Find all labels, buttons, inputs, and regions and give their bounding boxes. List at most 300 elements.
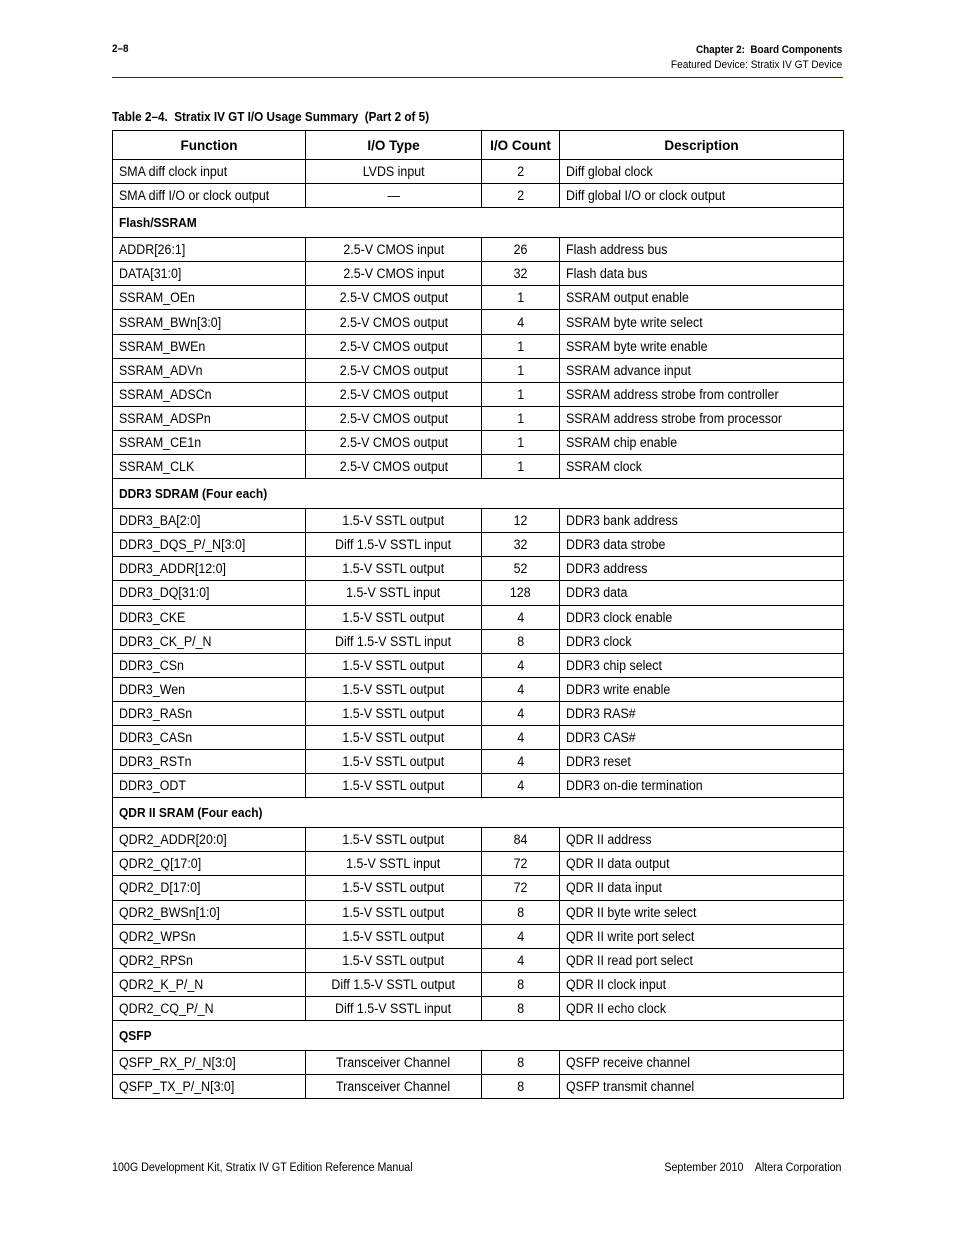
cell-io-type xyxy=(306,509,482,533)
cell-function xyxy=(113,948,306,972)
cell-description-text: SSRAM byte write select xyxy=(566,314,703,330)
cell-io-type-text: 1.5-V SSTL output xyxy=(342,609,445,625)
cell-function-text: QDR2_Q[17:0] xyxy=(119,856,202,872)
cell-function-text: SMA diff clock input xyxy=(119,164,228,180)
cell-io-type-text: 2.5-V CMOS output xyxy=(339,459,448,475)
cell-description xyxy=(560,774,844,798)
table-body xyxy=(113,160,844,1099)
cell-function-text: DDR3_CKE xyxy=(119,609,186,625)
cell-description xyxy=(560,382,844,406)
cell-description xyxy=(560,924,844,948)
cell-io-count-text: 32 xyxy=(513,537,528,553)
cell-function-text: DDR3_BA[2:0] xyxy=(119,513,201,529)
table-row xyxy=(113,653,844,677)
cell-io-type xyxy=(306,358,482,382)
cell-io-count xyxy=(482,358,560,382)
cell-io-type xyxy=(306,406,482,430)
cell-io-type-text: 1.5-V SSTL output xyxy=(342,561,445,577)
running-header xyxy=(656,43,842,73)
cell-function xyxy=(113,725,306,749)
cell-io-count xyxy=(482,310,560,334)
cell-io-type-text: 1.5-V SSTL output xyxy=(342,880,445,896)
cell-io-type-text: 1.5-V SSTL output xyxy=(342,904,445,920)
cell-io-count xyxy=(482,533,560,557)
cell-io-count-text: 26 xyxy=(513,242,528,258)
cell-io-type xyxy=(306,1051,482,1075)
section-heading-text: QSFP xyxy=(119,1028,152,1043)
cell-io-type-text: 1.5-V SSTL output xyxy=(342,681,445,697)
cell-description xyxy=(560,900,844,924)
cell-io-count-text: 4 xyxy=(517,778,524,794)
cell-description-text: QDR II data input xyxy=(566,880,662,896)
cell-io-count xyxy=(482,629,560,653)
section-heading xyxy=(113,798,844,828)
cell-function xyxy=(113,924,306,948)
cell-io-count xyxy=(482,557,560,581)
cell-io-type xyxy=(306,605,482,629)
cell-io-count xyxy=(482,1051,560,1075)
cell-function xyxy=(113,382,306,406)
cell-io-type xyxy=(306,160,482,184)
cell-io-count xyxy=(482,238,560,262)
cell-io-type xyxy=(306,677,482,701)
cell-io-type xyxy=(306,996,482,1020)
column-header-description: Description xyxy=(560,131,844,160)
cell-io-count xyxy=(482,262,560,286)
cell-io-count xyxy=(482,653,560,677)
cell-function xyxy=(113,701,306,725)
cell-function-text: DDR3_RASn xyxy=(119,705,193,721)
cell-io-count xyxy=(482,160,560,184)
table-row xyxy=(113,852,844,876)
cell-description xyxy=(560,455,844,479)
cell-function xyxy=(113,430,306,454)
cell-function xyxy=(113,828,306,852)
section-heading-text: QDR II SRAM (Four each) xyxy=(119,805,263,821)
cell-description xyxy=(560,160,844,184)
cell-function xyxy=(113,629,306,653)
cell-io-count xyxy=(482,430,560,454)
table-row xyxy=(113,430,844,454)
cell-function-text: QDR2_CQ_P/_N xyxy=(119,1000,214,1016)
table-row xyxy=(113,334,844,358)
cell-io-count xyxy=(482,900,560,924)
cell-function xyxy=(113,334,306,358)
cell-io-count-text: 12 xyxy=(513,513,528,529)
cell-description xyxy=(560,238,844,262)
table-row xyxy=(113,725,844,749)
cell-function-text: DDR3_DQ[31:0] xyxy=(119,585,210,601)
cell-io-count-text: 4 xyxy=(517,952,524,968)
table-row xyxy=(113,509,844,533)
cell-function-text: DDR3_Wen xyxy=(119,681,186,697)
table-caption: Table 2–4. Stratix IV GT I/O Usage Summary (Part 2 of 5) xyxy=(112,109,430,124)
section-heading-text: Flash/SSRAM xyxy=(119,215,197,231)
cell-io-count-text: 1 xyxy=(517,410,524,426)
table-row xyxy=(113,310,844,334)
cell-function xyxy=(113,533,306,557)
table-row xyxy=(113,160,844,184)
cell-io-type-text: 2.5-V CMOS output xyxy=(339,410,448,426)
table-row xyxy=(113,358,844,382)
cell-io-count-text: 8 xyxy=(517,633,524,649)
cell-function xyxy=(113,160,306,184)
cell-function xyxy=(113,557,306,581)
table-row xyxy=(113,948,844,972)
cell-io-count xyxy=(482,184,560,208)
cell-description xyxy=(560,310,844,334)
cell-io-count xyxy=(482,996,560,1020)
cell-io-count xyxy=(482,509,560,533)
cell-function xyxy=(113,900,306,924)
cell-io-count-text: 84 xyxy=(513,832,528,848)
table-row xyxy=(113,876,844,900)
cell-description xyxy=(560,876,844,900)
cell-description-text: DDR3 RAS# xyxy=(566,705,636,721)
cell-io-type xyxy=(306,533,482,557)
cell-description-text: SSRAM chip enable xyxy=(566,434,678,450)
table-row xyxy=(113,677,844,701)
cell-description-text: DDR3 data strobe xyxy=(566,537,666,553)
cell-io-type xyxy=(306,900,482,924)
cell-io-type xyxy=(306,852,482,876)
cell-function-text: SSRAM_OEn xyxy=(119,290,195,306)
cell-function-text: SMA diff I/O or clock output xyxy=(119,188,270,204)
cell-function xyxy=(113,581,306,605)
cell-description xyxy=(560,701,844,725)
cell-io-type-text: 1.5-V SSTL output xyxy=(342,952,445,968)
cell-io-count xyxy=(482,406,560,430)
cell-description xyxy=(560,1051,844,1075)
cell-io-type-text: — xyxy=(387,188,400,204)
cell-io-type xyxy=(306,310,482,334)
cell-io-count-text: 52 xyxy=(513,561,528,577)
cell-description-text: DDR3 address xyxy=(566,561,648,577)
cell-description-text: Diff global I/O or clock output xyxy=(566,188,726,204)
table-section-row xyxy=(113,798,844,828)
cell-io-type xyxy=(306,262,482,286)
cell-description-text: QSFP receive channel xyxy=(566,1055,691,1071)
cell-description-text: SSRAM address strobe from controller xyxy=(566,386,779,402)
cell-io-count xyxy=(482,605,560,629)
cell-io-type-text: 1.5-V SSTL input xyxy=(346,856,441,872)
cell-description-text: QDR II write port select xyxy=(566,928,695,944)
cell-io-count-text: 1 xyxy=(517,459,524,475)
cell-io-type xyxy=(306,184,482,208)
cell-function-text: DATA[31:0] xyxy=(119,266,182,282)
cell-function-text: SSRAM_BWn[3:0] xyxy=(119,314,222,330)
section-heading xyxy=(113,479,844,509)
cell-description xyxy=(560,430,844,454)
cell-io-count-text: 32 xyxy=(513,266,528,282)
cell-io-type-text: Diff 1.5-V SSTL output xyxy=(331,976,456,992)
cell-io-count xyxy=(482,701,560,725)
cell-function xyxy=(113,310,306,334)
cell-function-text: SSRAM_ADSPn xyxy=(119,410,211,426)
table-section-row xyxy=(113,1021,844,1051)
cell-function xyxy=(113,774,306,798)
cell-function xyxy=(113,455,306,479)
cell-description-text: DDR3 on-die termination xyxy=(566,778,703,794)
cell-io-type-text: 1.5-V SSTL input xyxy=(346,585,441,601)
cell-function-text: SSRAM_ADVn xyxy=(119,362,203,378)
cell-io-count-text: 1 xyxy=(517,338,524,354)
cell-io-type xyxy=(306,876,482,900)
table-row xyxy=(113,828,844,852)
cell-io-type-text: 2.5-V CMOS output xyxy=(339,362,448,378)
cell-io-count xyxy=(482,455,560,479)
cell-io-count-text: 128 xyxy=(510,585,531,601)
cell-function xyxy=(113,238,306,262)
chapter-title: Chapter 2: Board Components xyxy=(695,44,842,56)
table-row xyxy=(113,1075,844,1099)
cell-description xyxy=(560,358,844,382)
cell-io-type-text: 2.5-V CMOS input xyxy=(343,266,444,282)
cell-io-count xyxy=(482,948,560,972)
cell-function-text: SSRAM_CE1n xyxy=(119,434,202,450)
cell-function xyxy=(113,677,306,701)
table-row xyxy=(113,557,844,581)
cell-description xyxy=(560,334,844,358)
cell-function xyxy=(113,286,306,310)
cell-description-text: QDR II data output xyxy=(566,856,670,872)
table-row xyxy=(113,238,844,262)
table-row xyxy=(113,581,844,605)
cell-io-count-text: 8 xyxy=(517,1000,524,1016)
cell-description-text: SSRAM byte write enable xyxy=(566,338,708,354)
cell-io-count-text: 4 xyxy=(517,609,524,625)
cell-io-count xyxy=(482,286,560,310)
cell-function xyxy=(113,184,306,208)
cell-description xyxy=(560,262,844,286)
cell-description xyxy=(560,750,844,774)
cell-io-count-text: 72 xyxy=(513,856,528,872)
table-row xyxy=(113,382,844,406)
cell-description-text: DDR3 CAS# xyxy=(566,730,636,746)
cell-description-text: DDR3 bank address xyxy=(566,513,678,529)
cell-function xyxy=(113,605,306,629)
table-row xyxy=(113,629,844,653)
cell-description xyxy=(560,725,844,749)
cell-io-count xyxy=(482,334,560,358)
cell-io-count-text: 4 xyxy=(517,705,524,721)
cell-description-text: SSRAM clock xyxy=(566,459,642,475)
cell-function-text: QSFP_RX_P/_N[3:0] xyxy=(119,1055,236,1071)
cell-io-count-text: 8 xyxy=(517,1079,524,1095)
cell-description-text: DDR3 chip select xyxy=(566,657,662,673)
cell-io-type xyxy=(306,238,482,262)
table-row xyxy=(113,750,844,774)
table-row xyxy=(113,533,844,557)
cell-function-text: ADDR[26:1] xyxy=(119,242,186,258)
cell-io-type-text: 1.5-V SSTL output xyxy=(342,730,445,746)
cell-function xyxy=(113,358,306,382)
cell-description-text: QDR II byte write select xyxy=(566,904,697,920)
cell-io-type-text: Diff 1.5-V SSTL input xyxy=(335,633,452,649)
table-row xyxy=(113,1051,844,1075)
cell-description xyxy=(560,828,844,852)
cell-function xyxy=(113,852,306,876)
cell-io-type xyxy=(306,382,482,406)
section-title: Featured Device: Stratix IV GT Device xyxy=(670,59,842,71)
cell-io-count xyxy=(482,852,560,876)
cell-io-count xyxy=(482,382,560,406)
cell-io-type xyxy=(306,629,482,653)
cell-description-text: DDR3 write enable xyxy=(566,681,671,697)
cell-io-type xyxy=(306,725,482,749)
cell-io-type-text: 1.5-V SSTL output xyxy=(342,513,445,529)
cell-io-type-text: 1.5-V SSTL output xyxy=(342,832,445,848)
cell-io-type-text: Transceiver Channel xyxy=(336,1079,451,1095)
cell-function xyxy=(113,1075,306,1099)
table-row xyxy=(113,406,844,430)
cell-io-type-text: 1.5-V SSTL output xyxy=(342,928,445,944)
cell-description xyxy=(560,184,844,208)
cell-io-count xyxy=(482,774,560,798)
cell-function xyxy=(113,750,306,774)
table-row xyxy=(113,900,844,924)
cell-io-count-text: 72 xyxy=(513,880,528,896)
cell-function-text: DDR3_CASn xyxy=(119,730,193,746)
cell-function xyxy=(113,406,306,430)
cell-function xyxy=(113,972,306,996)
cell-function-text: DDR3_CK_P/_N xyxy=(119,633,212,649)
cell-description-text: QDR II clock input xyxy=(566,976,667,992)
table-header-row xyxy=(113,131,844,160)
column-header-function: Function xyxy=(113,131,306,160)
table-row xyxy=(113,455,844,479)
cell-function-text: SSRAM_CLK xyxy=(119,459,195,475)
cell-description-text: QDR II echo clock xyxy=(566,1000,667,1016)
section-heading-text: DDR3 SDRAM (Four each) xyxy=(119,486,268,502)
cell-io-count-text: 4 xyxy=(517,928,524,944)
table-section-row xyxy=(113,208,844,238)
cell-function xyxy=(113,653,306,677)
cell-description xyxy=(560,509,844,533)
cell-io-type xyxy=(306,750,482,774)
footer-date-company: September 2010 Altera Corporation xyxy=(664,1162,842,1174)
cell-function xyxy=(113,1051,306,1075)
cell-io-type xyxy=(306,334,482,358)
cell-io-count-text: 4 xyxy=(517,681,524,697)
cell-function xyxy=(113,876,306,900)
cell-io-type xyxy=(306,286,482,310)
table-row xyxy=(113,184,844,208)
cell-io-count-text: 4 xyxy=(517,314,524,330)
table-row xyxy=(113,996,844,1020)
cell-function-text: DDR3_DQS_P/_N[3:0] xyxy=(119,537,246,553)
cell-io-count-text: 1 xyxy=(517,386,524,402)
cell-description-text: SSRAM address strobe from processor xyxy=(566,410,783,426)
cell-io-type-text: 2.5-V CMOS output xyxy=(339,434,448,450)
cell-io-type-text: 1.5-V SSTL output xyxy=(342,778,445,794)
table-row xyxy=(113,286,844,310)
cell-function-text: QDR2_WPSn xyxy=(119,928,196,944)
cell-io-count-text: 1 xyxy=(517,434,524,450)
cell-description xyxy=(560,605,844,629)
cell-io-type-text: 2.5-V CMOS output xyxy=(339,338,448,354)
cell-description-text: DDR3 clock enable xyxy=(566,609,673,625)
cell-io-count xyxy=(482,828,560,852)
cell-description-text: Flash data bus xyxy=(566,266,648,282)
cell-function-text: QDR2_BWSn[1:0] xyxy=(119,904,220,920)
cell-function-text: QDR2_RPSn xyxy=(119,952,193,968)
cell-function-text: SSRAM_ADSCn xyxy=(119,386,212,402)
cell-io-type xyxy=(306,653,482,677)
cell-description-text: Diff global clock xyxy=(566,164,653,180)
table-row xyxy=(113,605,844,629)
column-header-io-type: I/O Type xyxy=(306,131,482,160)
cell-io-type-text: Transceiver Channel xyxy=(336,1055,451,1071)
cell-io-type-text: Diff 1.5-V SSTL input xyxy=(335,537,452,553)
cell-description-text: QSFP transmit channel xyxy=(566,1079,695,1095)
cell-io-count-text: 4 xyxy=(517,657,524,673)
cell-io-type xyxy=(306,828,482,852)
column-header-io-count: I/O Count xyxy=(482,131,560,160)
cell-description xyxy=(560,996,844,1020)
cell-io-count-text: 8 xyxy=(517,1055,524,1071)
cell-io-count xyxy=(482,750,560,774)
cell-io-type xyxy=(306,1075,482,1099)
cell-description xyxy=(560,852,844,876)
section-heading xyxy=(113,208,844,238)
cell-io-count xyxy=(482,725,560,749)
cell-io-count xyxy=(482,972,560,996)
cell-description-text: DDR3 data xyxy=(566,585,628,601)
table-section-row xyxy=(113,479,844,509)
cell-io-type xyxy=(306,948,482,972)
cell-io-count xyxy=(482,581,560,605)
cell-io-type xyxy=(306,972,482,996)
table-row xyxy=(113,262,844,286)
cell-description xyxy=(560,972,844,996)
cell-function-text: QDR2_K_P/_N xyxy=(119,976,204,992)
cell-io-type-text: 2.5-V CMOS output xyxy=(339,290,448,306)
cell-io-count xyxy=(482,876,560,900)
cell-description xyxy=(560,677,844,701)
cell-function-text: QDR2_ADDR[20:0] xyxy=(119,832,227,848)
cell-function-text: DDR3_ODT xyxy=(119,778,186,794)
cell-function xyxy=(113,996,306,1020)
cell-description-text: SSRAM advance input xyxy=(566,362,691,378)
cell-io-count-text: 4 xyxy=(517,754,524,770)
cell-function-text: QDR2_D[17:0] xyxy=(119,880,201,896)
io-usage-table xyxy=(112,130,844,1099)
cell-description xyxy=(560,581,844,605)
cell-io-type-text: 1.5-V SSTL output xyxy=(342,705,445,721)
cell-io-type-text: 1.5-V SSTL output xyxy=(342,754,445,770)
cell-io-type xyxy=(306,774,482,798)
cell-io-type-text: Diff 1.5-V SSTL input xyxy=(335,1000,452,1016)
cell-io-count-text: 2 xyxy=(517,164,524,180)
cell-io-type-text: 2.5-V CMOS input xyxy=(343,242,444,258)
cell-io-type xyxy=(306,701,482,725)
cell-io-count-text: 1 xyxy=(517,362,524,378)
cell-description-text: QDR II address xyxy=(566,832,652,848)
cell-description-text: DDR3 reset xyxy=(566,754,631,770)
cell-description xyxy=(560,533,844,557)
cell-io-type xyxy=(306,581,482,605)
cell-io-type-text: 1.5-V SSTL output xyxy=(342,657,445,673)
table-row xyxy=(113,701,844,725)
cell-io-type xyxy=(306,924,482,948)
cell-io-type-text: 2.5-V CMOS output xyxy=(339,386,448,402)
cell-description xyxy=(560,1075,844,1099)
page-number: 2–8 xyxy=(112,43,129,55)
cell-io-count xyxy=(482,677,560,701)
cell-io-count-text: 1 xyxy=(517,290,524,306)
cell-io-count-text: 4 xyxy=(517,730,524,746)
